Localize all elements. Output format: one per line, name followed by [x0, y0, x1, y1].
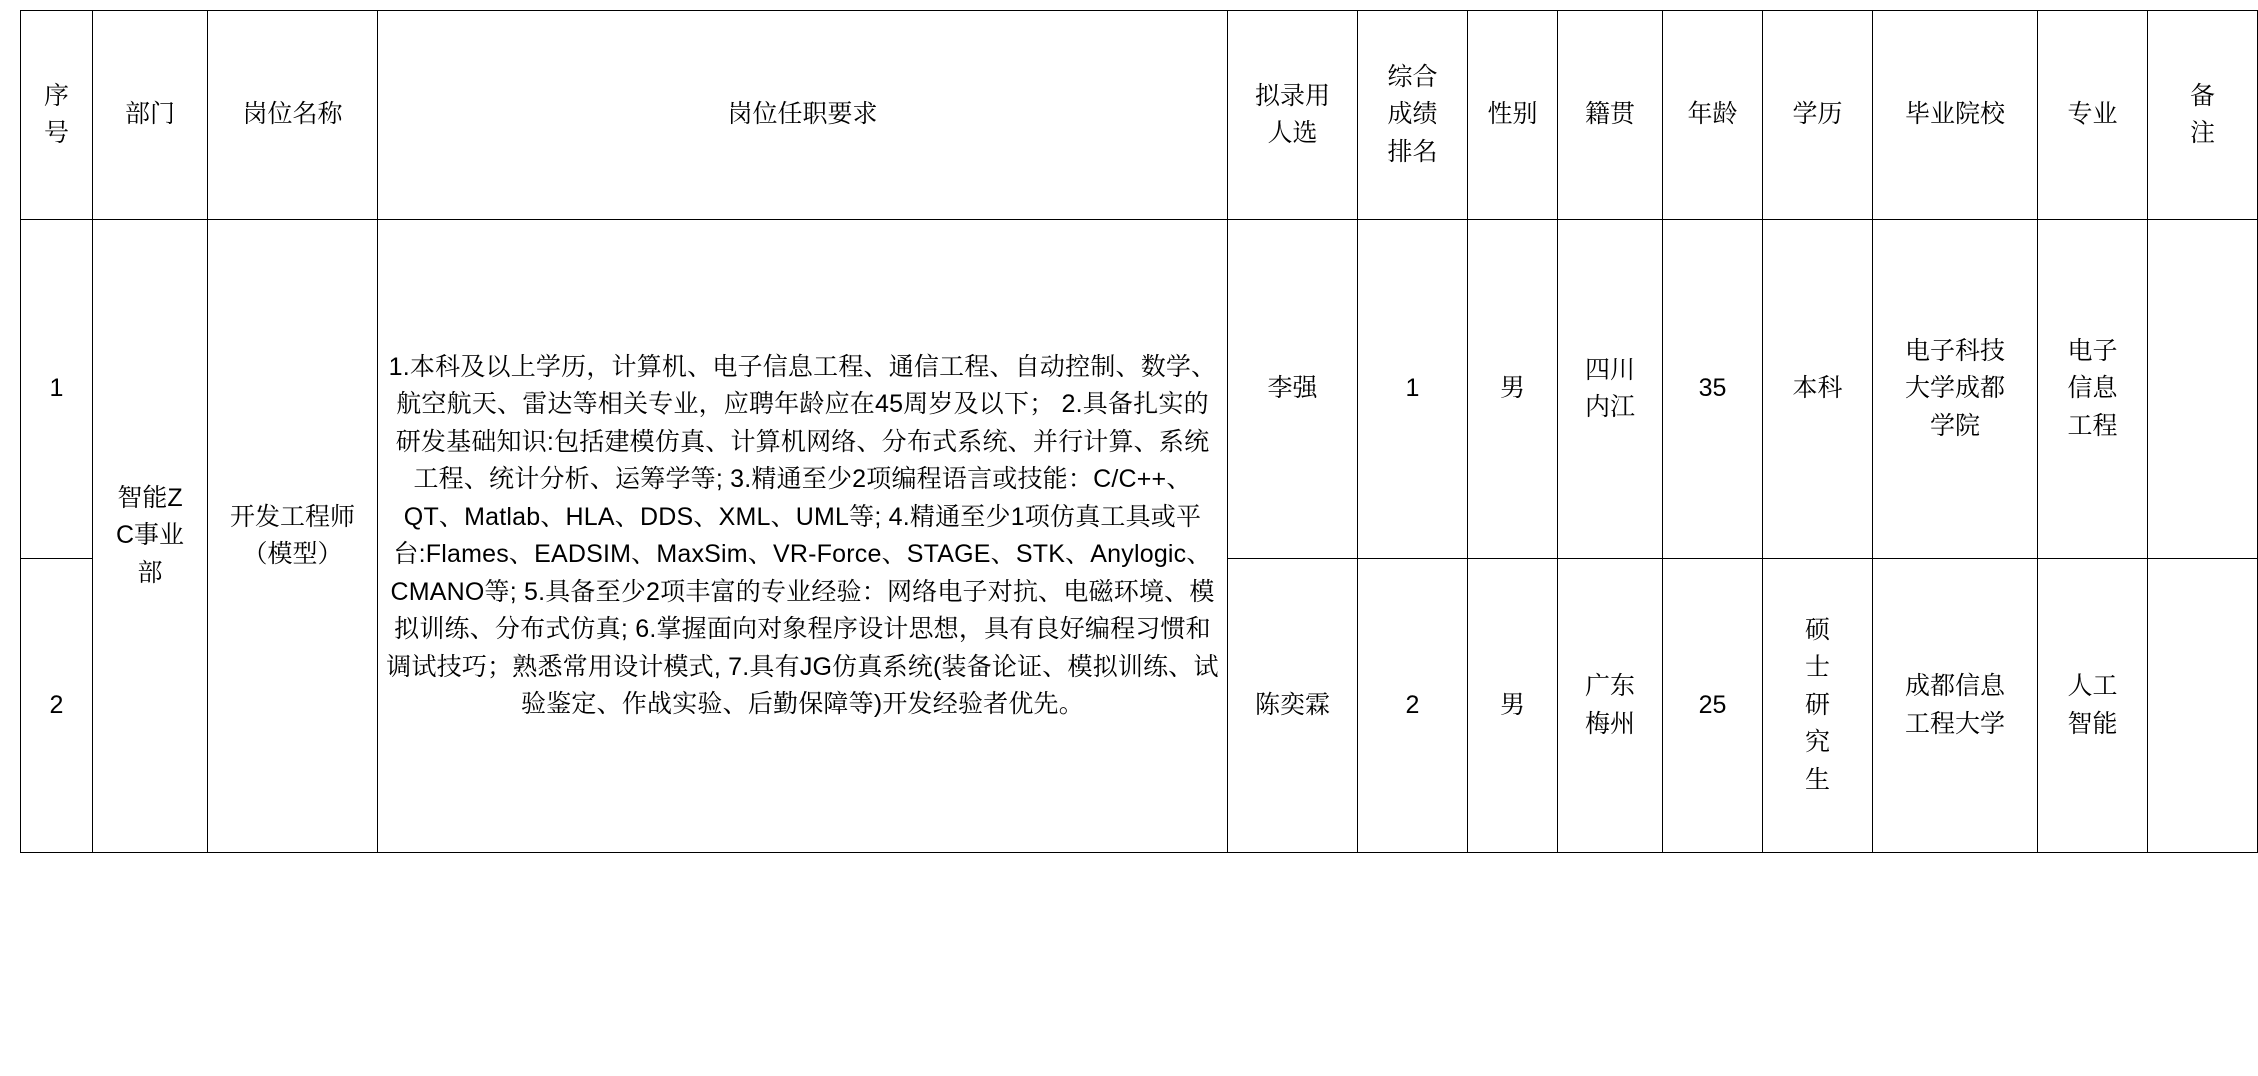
cell-education: 硕士研究生: [1763, 559, 1873, 853]
column-header-education: 学历: [1763, 11, 1873, 220]
cell-no: 2: [21, 559, 93, 853]
cell-candidate: 陈奕霖: [1228, 559, 1358, 853]
column-header-age: 年龄: [1663, 11, 1763, 220]
column-header-candidate: 拟录用人选: [1228, 11, 1358, 220]
column-header-dept: 部门: [93, 11, 208, 220]
cell-sex: 男: [1468, 220, 1558, 559]
column-header-no: 序号: [21, 11, 93, 220]
cell-education: 本科: [1763, 220, 1873, 559]
column-header-rank: 综合成绩排名: [1358, 11, 1468, 220]
cell-requirements: 1.本科及以上学历，计算机、电子信息工程、通信工程、自动控制、数学、航空航天、雷达等相关专业，应聘年龄应在45周岁及以下； 2.具备扎实的研发基础知识:包括建模仿真、计算机网络、分布式系统、并行计算、系统工程、统计分析、运筹学等; 3.精通至少2项编程语言或技能：C/C++、QT、Matlab、HLA、DDS、XML、UML等; 4.精通至少1项仿真工具或平台:Flames、EADSIM、MaxSim、VR-Force、STAGE、STK、Anylogic、CMANO等; 5.具备至少2项丰富的专业经验：网络电子对抗、电磁环境、模拟训练、分布式仿真; 6.掌握面向对象程序设计思想，具有良好编程习惯和调试技巧；熟悉常用设计模式, 7.具有JG仿真系统(装备论证、模拟训练、试验鉴定、作战实验、后勤保障等)开发经验者优先。: [378, 220, 1228, 853]
cell-school: 电子科技大学成都学院: [1873, 220, 2038, 559]
cell-remark: [2148, 220, 2258, 559]
column-header-school: 毕业院校: [1873, 11, 2038, 220]
cell-department: 智能ZC事业部: [93, 220, 208, 853]
column-header-major: 专业: [2038, 11, 2148, 220]
cell-major: 电子信息工程: [2038, 220, 2148, 559]
table-header-row: [21, 11, 2258, 220]
cell-post-name: 开发工程师（模型）: [208, 220, 378, 853]
cell-rank: 2: [1358, 559, 1468, 853]
column-header-post: 岗位名称: [208, 11, 378, 220]
column-header-sex: 性别: [1468, 11, 1558, 220]
table-row: [21, 220, 2258, 559]
cell-no: 1: [21, 220, 93, 559]
cell-rank: 1: [1358, 220, 1468, 559]
cell-school: 成都信息工程大学: [1873, 559, 2038, 853]
recruitment-table: [20, 10, 2258, 853]
table-body: [21, 220, 2258, 853]
cell-age: 25: [1663, 559, 1763, 853]
column-header-remark: 备注: [2148, 11, 2258, 220]
cell-age: 35: [1663, 220, 1763, 559]
column-header-origin: 籍贯: [1558, 11, 1663, 220]
cell-candidate: 李强: [1228, 220, 1358, 559]
column-header-requirement: 岗位任职要求: [378, 11, 1228, 220]
cell-sex: 男: [1468, 559, 1558, 853]
cell-remark: [2148, 559, 2258, 853]
cell-origin: 四川内江: [1558, 220, 1663, 559]
table-header: [21, 11, 2258, 220]
cell-major: 人工智能: [2038, 559, 2148, 853]
cell-origin: 广东梅州: [1558, 559, 1663, 853]
